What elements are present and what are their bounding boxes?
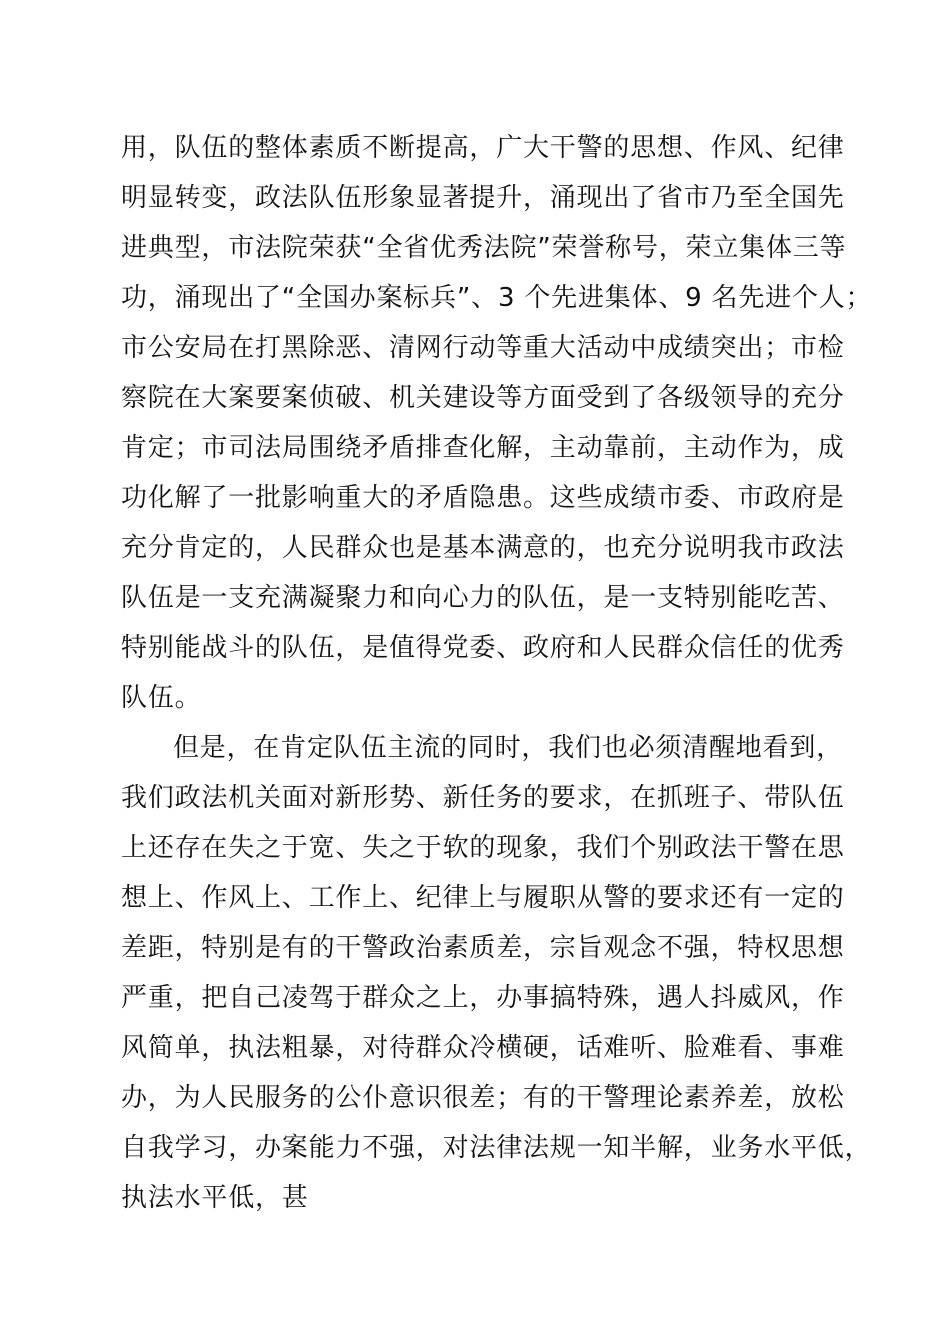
text-line: 队伍是一支充满凝聚力和向心力的队伍，是一支特别能吃苦、 [121,583,845,613]
text-line: 执法水平低，甚 [121,1183,309,1213]
text-line: 自我学习，办案能力不强，对法律法规一知半解，业务水平低， [121,1133,872,1163]
text-line: 特别能战斗的队伍，是值得党委、政府和人民群众信任的优秀 [121,633,845,663]
text-line: 用，队伍的整体素质不断提高，广大干警的思想、作风、纪律 [121,133,845,163]
text-line: 察院在大案要案侦破、机关建设等方面受到了各级领导的充分 [121,383,845,413]
text-line: 想上、作风上、工作上、纪律上与履职从警的要求还有一定的 [121,883,845,913]
text-line: 办，为人民服务的公仆意识很差；有的干警理论素养差，放松 [121,1083,845,1113]
text-line: 肯定；市司法局围绕矛盾排查化解，主动靠前，主动作为，成 [121,433,845,463]
text-line: 差距，特别是有的干警政治素质差，宗旨观念不强，特权思想 [121,933,845,963]
paragraph-first-line: 但是，在肯定队伍主流的同时，我们也必须清醒地看到， [173,733,844,763]
text-line: 进典型，市法院荣获“全省优秀法院”荣誉称号，荣立集体三等 [121,233,847,263]
text-line: 我们政法机关面对新形势、新任务的要求，在抓班子、带队伍 [121,783,845,813]
text-line: 上还存在失之于宽、失之于软的现象，我们个别政法干警在思 [121,833,845,863]
text-line: 市公安局在打黑除恶、清网行动等重大活动中成绩突出；市检 [121,333,845,363]
text-line: 风简单，执法粗暴，对待群众冷横硬，话难听、脸难看、事难 [121,1033,845,1063]
text-line: 功，涌现出了“全国办案标兵”、3 个先进集体、9 名先进个人； [121,283,873,313]
text-line: 明显转变，政法队伍形象显著提升，涌现出了省市乃至全国先 [121,183,845,213]
text-line: 功化解了一批影响重大的矛盾隐患。这些成绩市委、市政府是 [121,483,845,513]
text-line: 充分肯定的，人民群众也是基本满意的，也充分说明我市政法 [121,533,845,563]
text-line: 严重，把自己凌驾于群众之上，办事搞特殊，遇人抖威风，作 [121,983,845,1013]
text-line: 队伍。 [121,683,202,713]
